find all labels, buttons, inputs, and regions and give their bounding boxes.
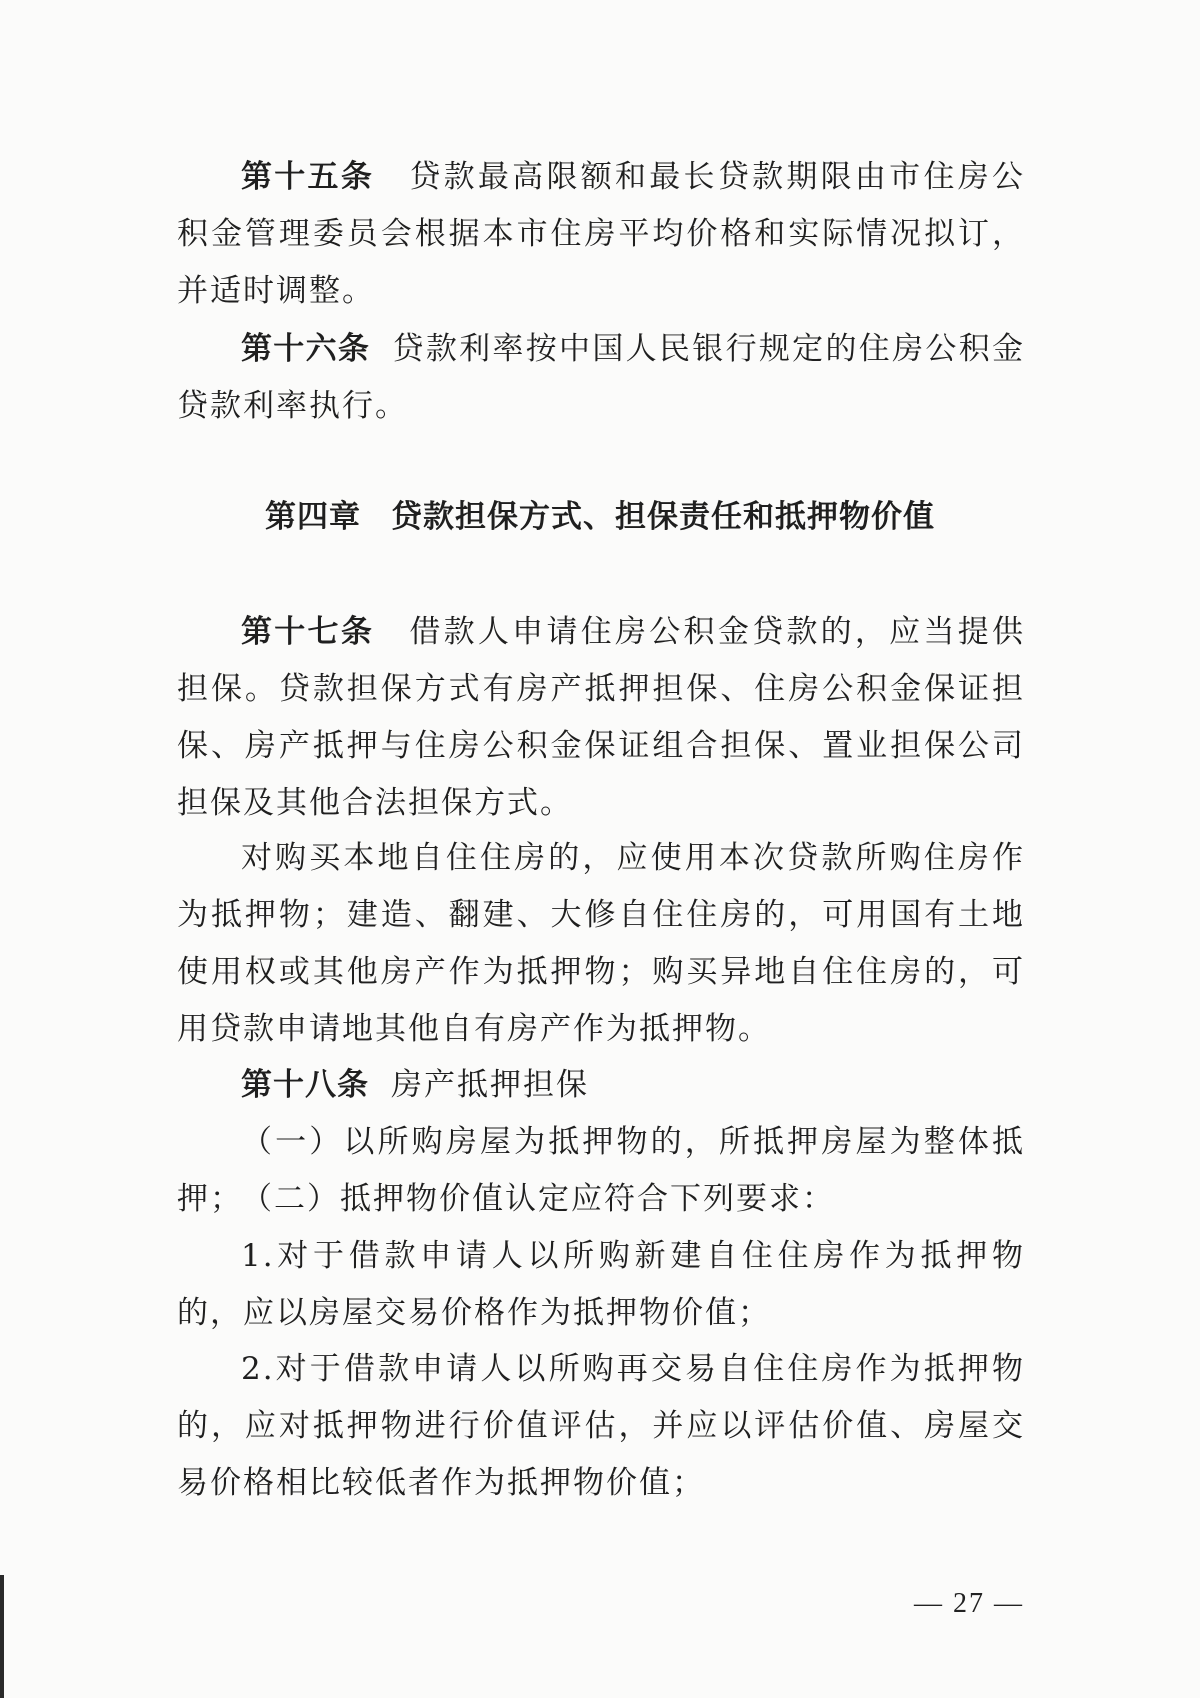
page-number: — 27 — [914,1588,1024,1619]
article-17 [177,604,1025,832]
article-17-number: 第十七条 [241,614,375,650]
article-15-number: 第十五条 [241,159,375,195]
article-15-text: 贷款最高限额和最长贷款期限由市住房公积金管理委员会根据本市住房平均价格和实际情况拟订，并适时调整。 [177,159,1026,309]
article-18-title: 房产抵押担保 [391,1067,589,1103]
article-15 [177,149,1025,320]
article-18 [177,1057,1025,1114]
article-16 [177,321,1025,435]
article-18-number: 第十八条 [241,1067,369,1103]
article-16-number: 第十六条 [241,331,371,367]
article-18-item-1: （一）以所购房屋为抵押物的，所抵押房屋为整体抵押； [177,1124,1025,1217]
article-18-subitem-2: 2.对于借款申请人以所购再交易自住住房作为抵押物的，应对抵押物进行价值评估，并应以评估价值、房屋交易价格相比较低者作为抵押物价值； [177,1351,1025,1501]
article-17-text: 借款人申请住房公积金贷款的，应当提供担保。贷款担保方式有房产抵押担保、住房公积金保证担保、房产抵押与住房公积金保证组合担保、置业担保公司担保及其他合法担保方式。 [177,614,1026,821]
article-18-item-2: （二）抵押物价值认定应符合下列要求： [241,1181,835,1217]
chapter-4-title: 贷款担保方式、担保责任和抵押物价值 [391,499,935,535]
article-16-text: 贷款利率按中国人民银行规定的住房公积金贷款利率执行。 [177,331,1025,424]
chapter-4-number: 第四章 [265,499,361,535]
scan-edge-mark [0,1575,4,1698]
chapter-4-heading [0,492,1200,542]
article-18-subitem-1: 1.对于借款申请人以所购新建自住住房作为抵押物的，应以房屋交易价格作为抵押物价值； [177,1238,1025,1331]
article-17-paragraph-2: 对购买本地自住住房的，应使用本次贷款所购住房作为抵押物；建造、翻建、大修自住住房的，可用国有土地使用权或其他房产作为抵押物；购买异地自住住房的，可用贷款申请地其他自有房产作为抵押物。 [177,840,1025,1047]
